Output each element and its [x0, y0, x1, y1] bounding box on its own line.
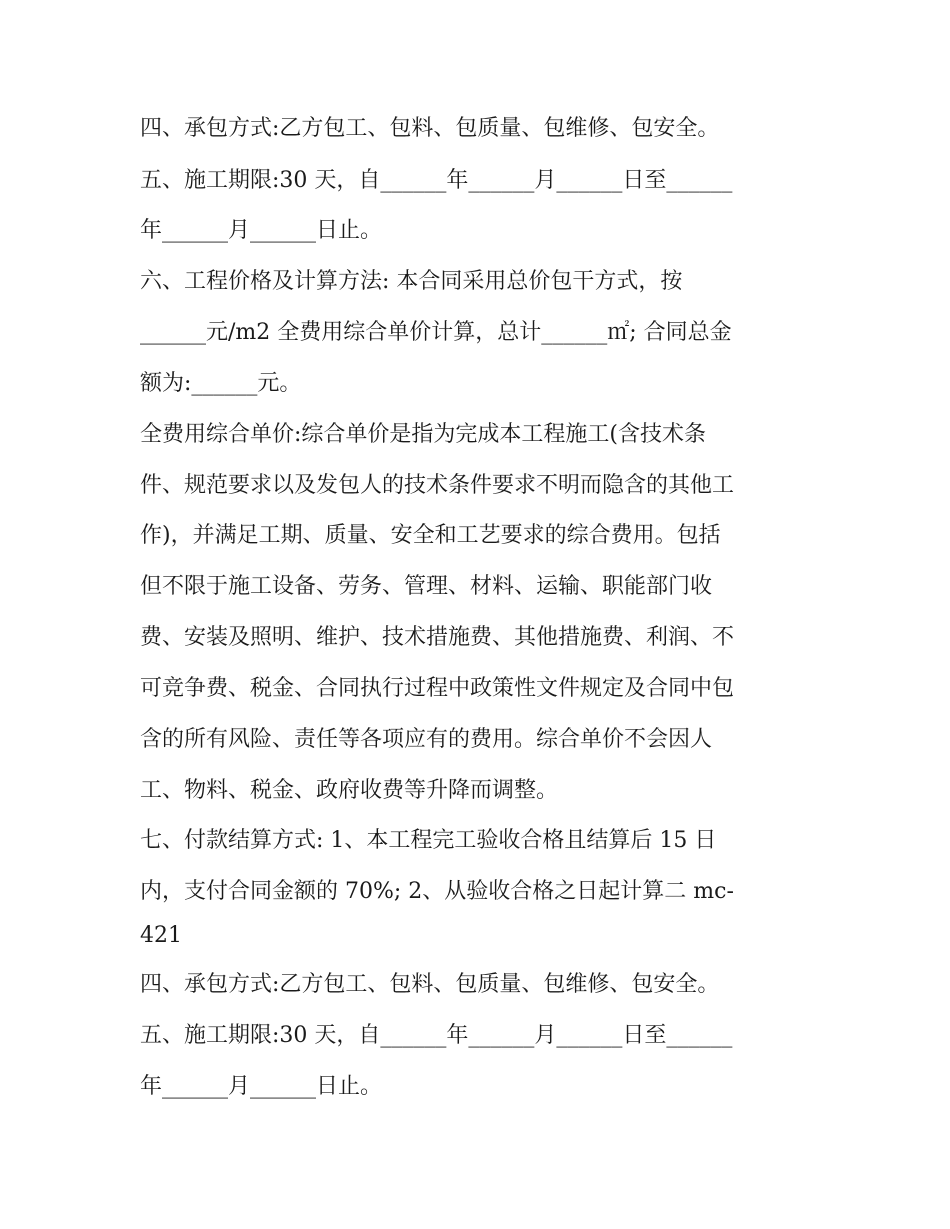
text-line: 421 — [140, 923, 182, 948]
text-line: 件、规范要求以及发包人的技术条件要求不明而隐含的其他工 — [140, 473, 735, 498]
text-line: 可竞争费、税金、合同执行过程中政策性文件规定及合同中包 — [140, 676, 735, 701]
text-line: 四、承包方式:乙方包工、包料、包质量、包维修、包安全。 — [140, 116, 720, 141]
text-line: 年______月______日止。 — [140, 218, 383, 243]
text-line: 含的所有风险、责任等各项应有的费用。综合单价不会因人 — [140, 727, 713, 752]
text-line: 五、施工期限:30 天，自______年______月______日至______ — [140, 1023, 733, 1048]
text-line: 四、承包方式:乙方包工、包料、包质量、包维修、包安全。 — [140, 972, 720, 997]
text-line: 内，支付合同金额的 70%; 2、从验收合格之日起计算二 mc- — [140, 879, 734, 904]
text-line: 六、工程价格及计算方法: 本合同采用总价包干方式，按 — [140, 269, 683, 294]
text-line: 全费用综合单价:综合单价是指为完成本工程施工(含技术条 — [140, 422, 706, 447]
text-line: 但不限于施工设备、劳务、管理、材料、运输、职能部门收 — [140, 574, 713, 599]
text-line: 额为:______元。 — [140, 371, 302, 396]
text-line: 费、安装及照明、维护、技术措施费、其他措施费、利润、不 — [140, 625, 735, 650]
text-line: 年______月______日止。 — [140, 1074, 383, 1099]
text-line: 作)，并满足工期、质量、安全和工艺要求的综合费用。包括 — [140, 523, 721, 548]
text-line: 七、付款结算方式: 1、本工程完工验收合格且结算后 15 日 — [140, 828, 717, 853]
text-line: 五、施工期限:30 天，自______年______月______日至______ — [140, 168, 733, 193]
text-line: ______元/m2 全费用综合单价计算，总计______㎡; 合同总金 — [140, 320, 732, 345]
text-line: 工、物料、税金、政府收费等升降而调整。 — [140, 778, 559, 803]
